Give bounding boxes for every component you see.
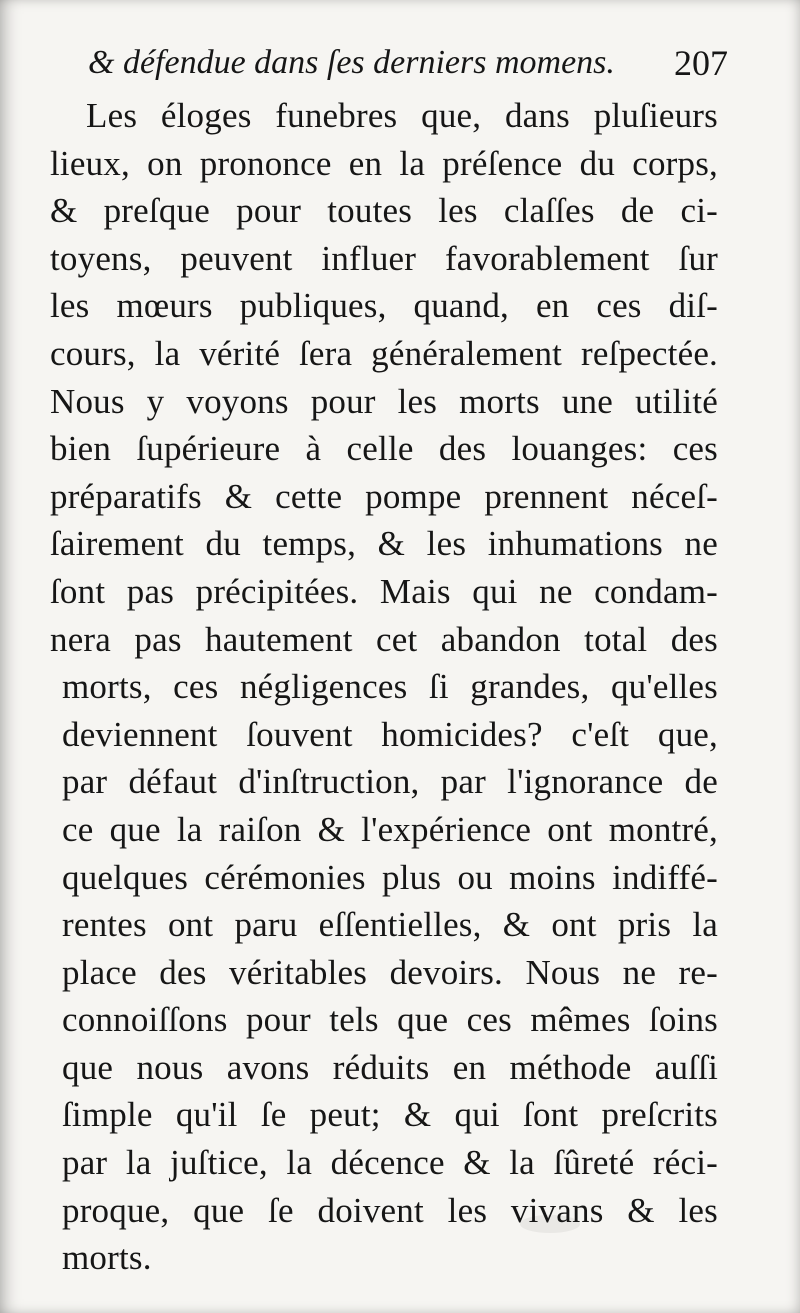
text-line: lieux, on prononce en la préſence du corps,: [50, 143, 718, 183]
text-line: deviennent ſouvent homicides? c'eſt que,: [62, 714, 718, 754]
page-number: 207: [674, 43, 728, 83]
text-line: ce que la raiſon & l'expérience ont montré,: [62, 809, 718, 849]
text-line: ſont pas précipitées. Mais qui ne condam-: [50, 571, 718, 611]
text-line: par défaut d'inſtruction, par l'ignorance de: [62, 762, 718, 802]
body-text: [50, 92, 718, 1282]
text-line: par la juſtice, la décence & la ſûreté réci-: [62, 1143, 718, 1183]
running-title: & défendue dans ſes derniers momens.: [88, 44, 615, 81]
text-line: nera pas hautement cet abandon total des: [50, 619, 718, 659]
text-line: Les éloges funebres que, dans pluſieurs: [86, 96, 718, 135]
text-line: & preſque pour toutes les claſſes de ci-: [50, 191, 718, 231]
text-line: proque, que ſe doivent les vivans & les: [62, 1190, 718, 1230]
text-line: les mœurs publiques, quand, en ces diſ-: [50, 286, 718, 326]
text-line: morts, ces négligences ſi grandes, qu'elles: [62, 667, 718, 707]
text-line: place des véritables devoirs. Nous ne re-: [62, 952, 718, 992]
text-line: rentes ont paru eſſentielles, & ont pris la: [62, 905, 718, 945]
running-head: [88, 38, 728, 88]
text-line: ſairement du temps, & les inhumations ne: [50, 524, 718, 564]
text-line: morts.: [62, 1238, 152, 1278]
text-line: cours, la vérité ſera généralement reſpectée.: [50, 333, 718, 373]
text-line: Nous y voyons pour les morts une utilité: [50, 381, 718, 421]
text-line: ſimple qu'il ſe peut; & qui ſont preſcrits: [62, 1095, 718, 1135]
text-line: toyens, peuvent influer favorablement ſur: [50, 238, 718, 278]
text-line: que nous avons réduits en méthode auſſi: [62, 1047, 718, 1087]
text-line: préparatifs & cette pompe prennent néceſ-: [50, 476, 718, 516]
text-line: connoiſſons pour tels que ces mêmes ſoins: [62, 1000, 718, 1040]
text-line: quelques cérémonies plus ou moins indiffé-: [62, 857, 718, 897]
text-line: bien ſupérieure à celle des louanges: ces: [50, 429, 718, 469]
